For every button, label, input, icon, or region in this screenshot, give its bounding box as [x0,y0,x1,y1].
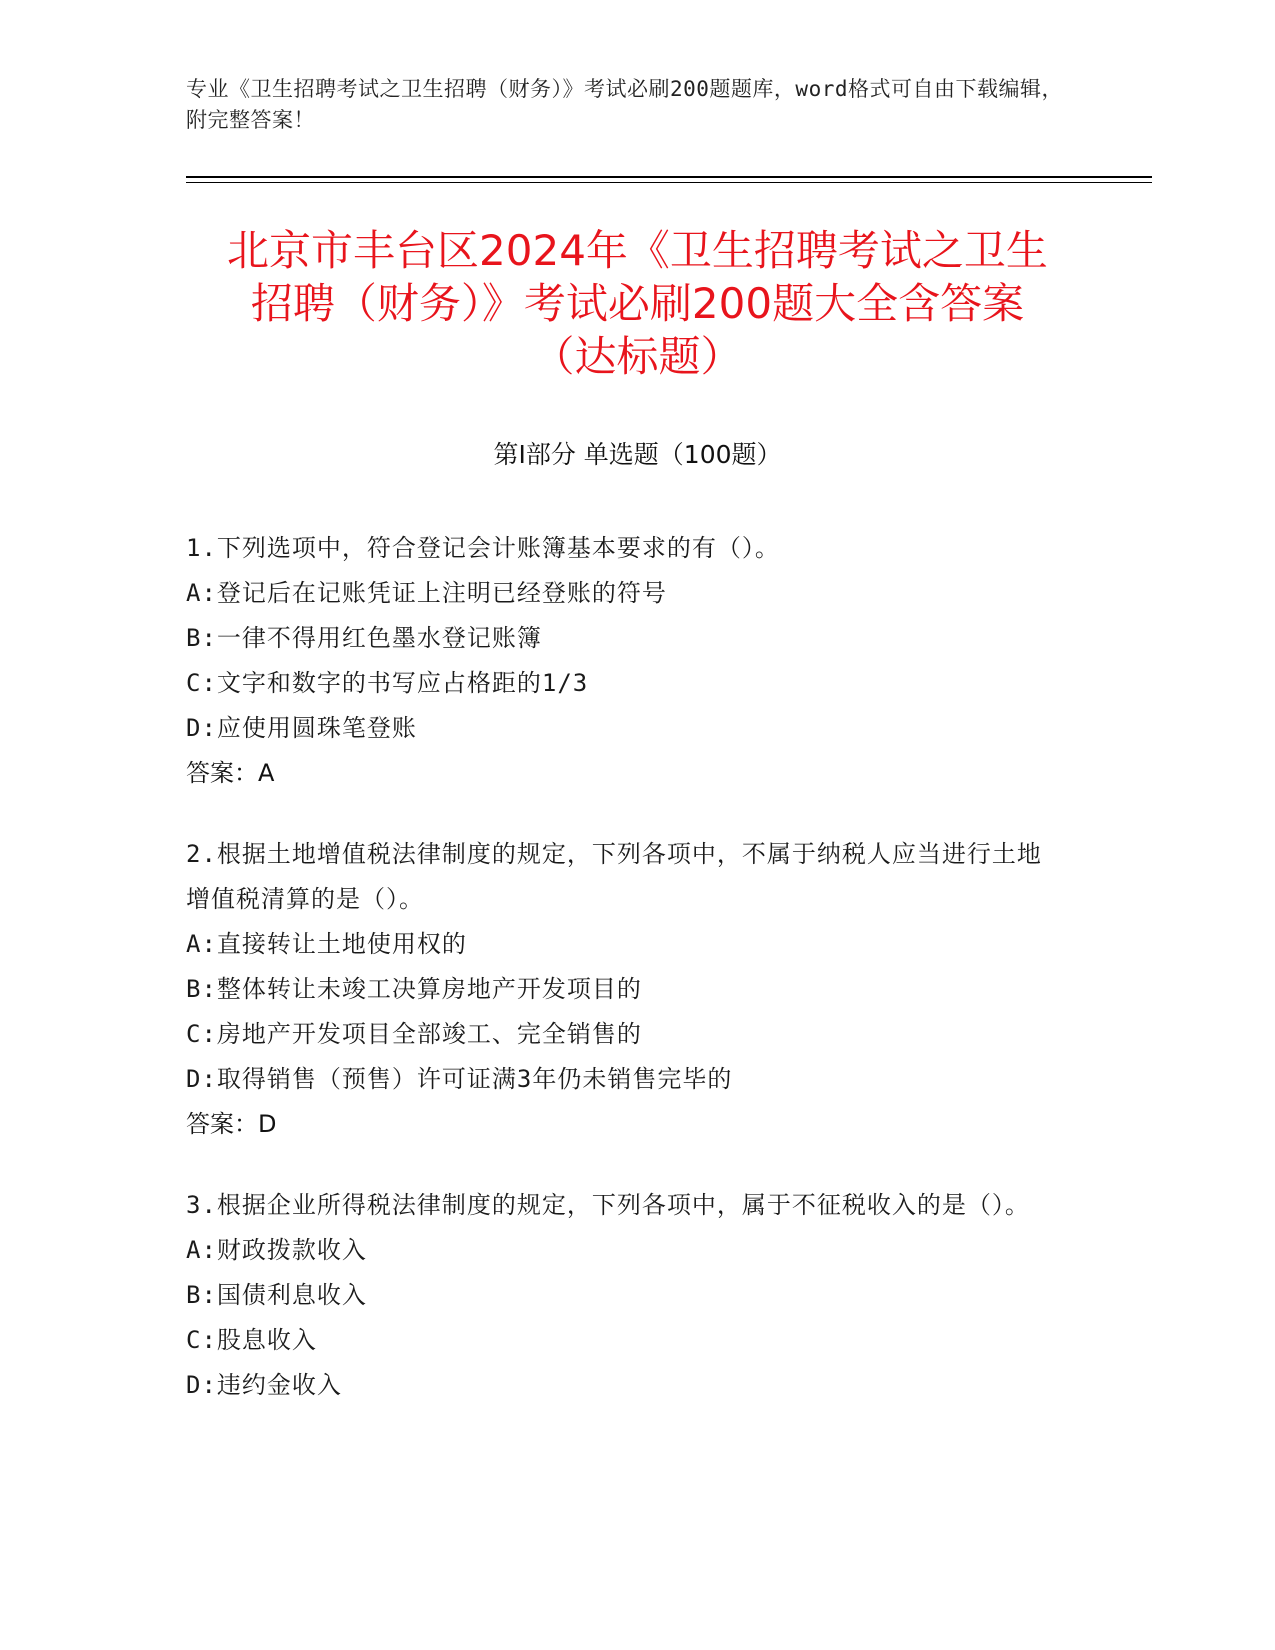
option-c: C:房地产开发项目全部竣工、完全销售的 [186,1020,642,1048]
option-b: B:一律不得用红色墨水登记账簿 [186,624,542,652]
question-stem: 1.下列选项中，符合登记会计账簿基本要求的有（）。 [186,534,780,562]
document-title-line-2: 招聘（财务）》考试必刷200题大全含答案 [250,279,1025,328]
question-stem: 3.根据企业所得税法律制度的规定，下列各项中，属于不征税收入的是（）。 [186,1191,1030,1219]
header-rule-thin [186,182,1152,183]
answer: 答案：D [186,1110,277,1138]
option-d: D:取得销售（预售）许可证满3年仍未销售完毕的 [186,1065,733,1093]
option-d: D:应使用圆珠笔登账 [186,714,417,742]
option-c: C:文字和数字的书写应占格距的1/3 [186,669,589,697]
question-stem: 2.根据土地增值税法律制度的规定，下列各项中，不属于纳税人应当进行土地增值税清算的是（）。 [186,840,1042,913]
option-d: D:违约金收入 [186,1371,342,1399]
option-a: A:财政拨款收入 [186,1236,367,1264]
option-b: B:整体转让未竣工决算房地产开发项目的 [186,975,642,1003]
option-a: A:直接转让土地使用权的 [186,930,467,958]
section-title: 第Ⅰ部分 单选题（100题） [493,440,782,469]
question-list [186,526,1066,1444]
question-3 [186,1183,1066,1408]
header-rule-thick [186,176,1152,178]
document-title-line-1: 北京市丰台区2024年《卫生招聘考试之卫生 [227,226,1048,275]
option-b: B:国债利息收入 [186,1281,367,1309]
document-title-line-3: （达标题） [532,332,743,381]
answer: 答案：A [186,759,275,787]
option-a: A:登记后在记账凭证上注明已经登账的符号 [186,579,667,607]
question-1 [186,526,1066,796]
document-title [120,224,1155,383]
header-note: 专业《卫生招聘考试之卫生招聘（财务）》考试必刷200题题库，word格式可自由下载编辑，附完整答案！ [186,77,1063,132]
option-c: C:股息收入 [186,1326,317,1354]
question-2 [186,832,1066,1147]
